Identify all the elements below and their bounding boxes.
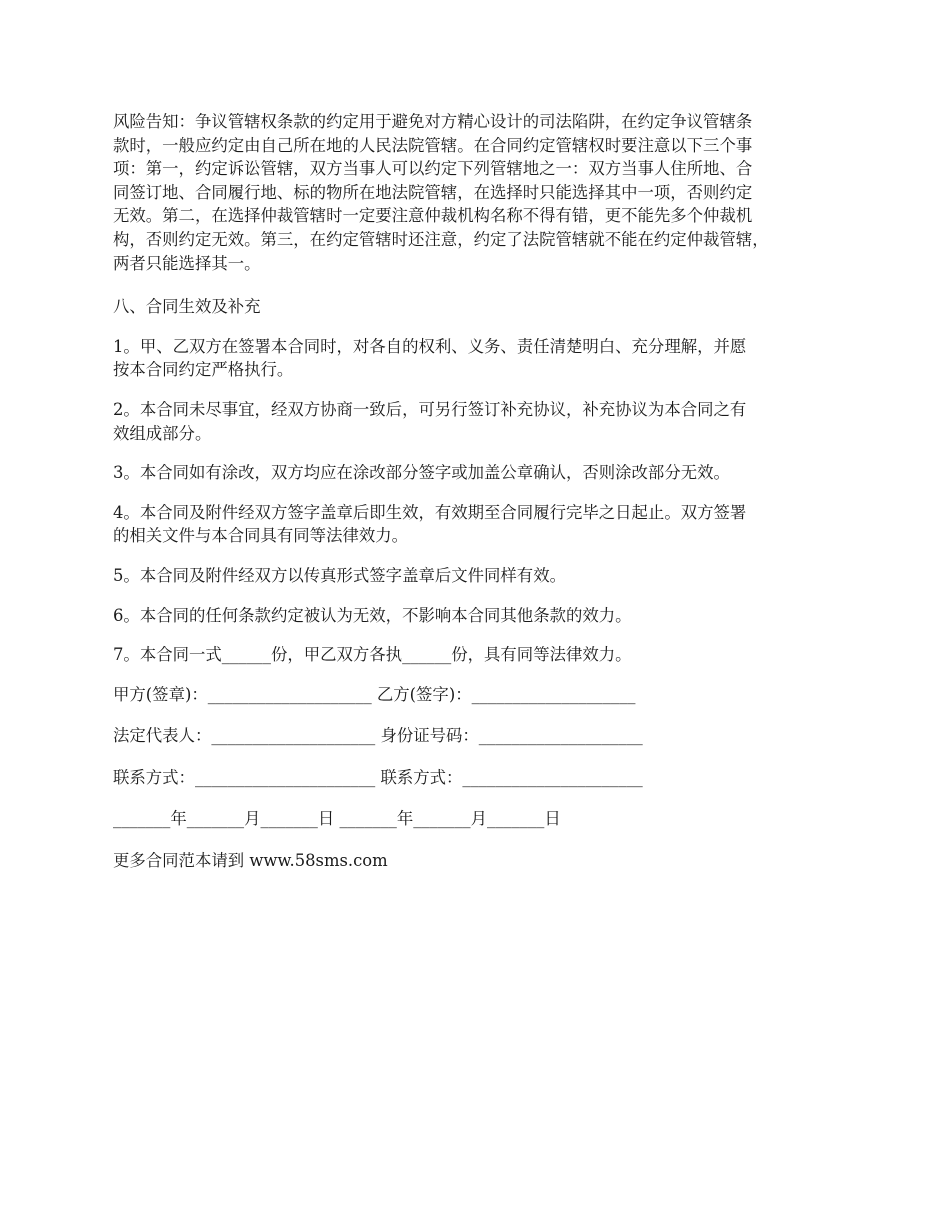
risk-notice-line: 同签订地、合同履行地、标的物所在地法院管辖，在选择时只能选择其中一项，否则约定 [113, 182, 753, 202]
clause-line: 6。本合同的任何条款约定被认为无效，不影响本合同其他条款的效力。 [113, 605, 632, 625]
clause-1 [113, 335, 853, 382]
signature-representative-row: 法定代表人：____________________ 身份证号码：____________________ [113, 726, 643, 746]
footer-more-contracts: 更多合同范本请到 www.58sms.com [113, 851, 388, 871]
risk-notice-line: 风险告知：争议管辖权条款的约定用于避免对方精心设计的司法陷阱，在约定争议管辖条 [113, 112, 753, 131]
clause-line: 1。甲、乙双方在签署本合同时，对各自的权利、义务、责任清楚明白、充分理解，并愿 [113, 336, 747, 356]
clause-line: 5。本合同及附件经双方以传真形式签字盖章后文件同样有效。 [113, 565, 566, 585]
signature-contact-row: 联系方式：______________________ 联系方式：______________________ [113, 767, 643, 787]
clause-4 [113, 501, 853, 548]
clause-5 [113, 564, 853, 588]
risk-notice-line: 构，否则约定无效。第三，在约定管辖时还注意，约定了法院管辖就不能在约定仲裁管辖， [113, 229, 769, 249]
signature-party-row: 甲方(签章)：____________________ 乙方(签字)：____________________ [113, 684, 636, 704]
clause-line: 按本合同约定严格执行。 [113, 360, 294, 380]
clause-7 [113, 643, 853, 667]
risk-notice-paragraph [113, 110, 853, 275]
clause-2 [113, 398, 853, 445]
clause-3 [113, 461, 853, 485]
risk-notice-line: 无效。第二，在选择仲裁管辖时一定要注意仲裁机构名称不得有错，更不能先多个仲裁机 [113, 206, 753, 226]
signature-date-row: _______年_______月_______日 _______年_______月_______日 [113, 809, 561, 829]
clause-line: 4。本合同及附件经双方签字盖章后即生效，有效期至合同履行完毕之日起止。双方签署 [113, 502, 747, 522]
clause-6 [113, 604, 853, 628]
clause-line: 3。本合同如有涂改，双方均应在涂改部分签字或加盖公章确认，否则涂改部分无效。 [113, 463, 730, 483]
clause-line: 效组成部分。 [113, 423, 212, 443]
risk-notice-line: 两者只能选择其一。 [113, 253, 261, 273]
clause-line: 2。本合同未尽事宜，经双方协商一致后，可另行签订补充协议，补充协议为本合同之有 [113, 399, 747, 419]
risk-notice-line: 项：第一，约定诉讼管辖，双方当事人可以约定下列管辖地之一：双方当事人住所地、合 [113, 159, 753, 179]
clause-line: 7。本合同一式______份，甲乙双方各执______份，具有同等法律效力。 [113, 645, 632, 665]
document-page [113, 110, 853, 891]
section-heading: 八、合同生效及补充 [113, 297, 261, 317]
clause-line: 的相关文件与本合同具有同等法律效力。 [113, 526, 409, 546]
risk-notice-line: 款时，一般应约定由自己所在地的人民法院管辖。在合同约定管辖权时要注意以下三个事 [113, 135, 753, 155]
